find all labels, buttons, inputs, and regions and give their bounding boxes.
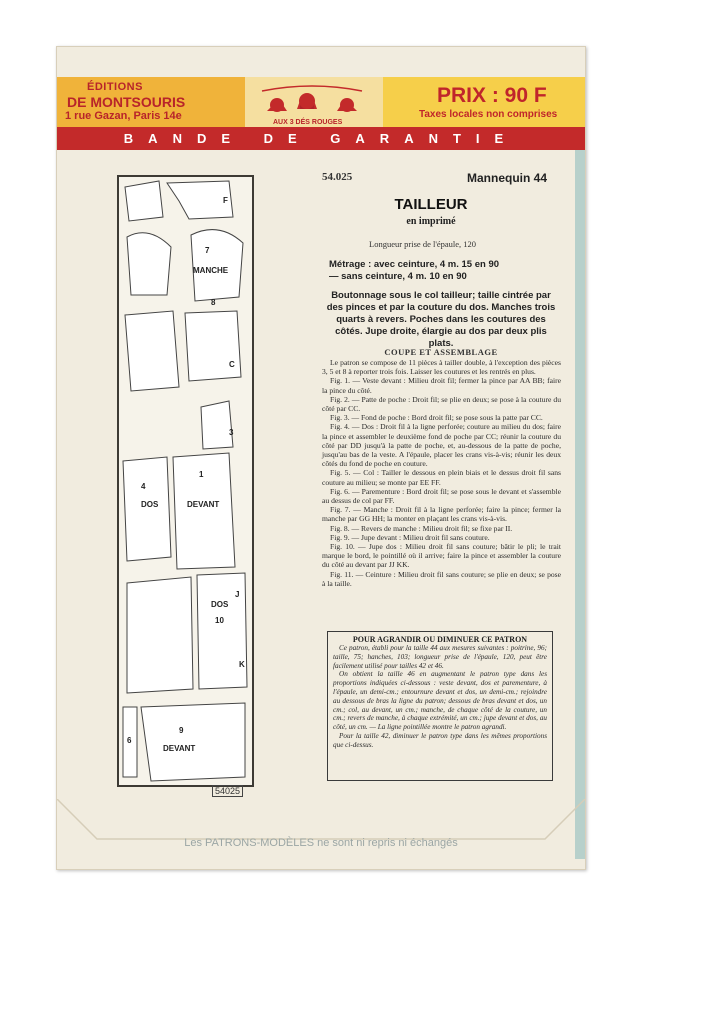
svg-text:DEVANT: DEVANT bbox=[187, 500, 220, 509]
longueur-note: Longueur prise de l'épaule, 120 bbox=[369, 239, 477, 249]
pattern-pieces-svg bbox=[119, 177, 252, 785]
instruction-paragraph: Fig. 4. — Dos : Droit fil à la ligne perforée; couture au milieu du dos; faire la pince et assembler le deuxième fond de poche par CC; réunir la couture du côté par DD jusqu'à la patte de poche, et, au-dessous de la patte de poche, jusqu'au bas de la veste. A l'épaule, placer les crans vis-à-vis; réunir les deux côtés du fond de poche en couture. bbox=[322, 422, 561, 469]
svg-text:4: 4 bbox=[141, 482, 146, 491]
svg-text:DOS: DOS bbox=[141, 500, 159, 509]
teal-edge bbox=[575, 139, 585, 859]
svg-text:F: F bbox=[223, 196, 228, 205]
publisher-line1: ÉDITIONS bbox=[87, 81, 143, 93]
svg-text:9: 9 bbox=[179, 726, 184, 735]
mannequin-size: Mannequin 44 bbox=[467, 171, 548, 185]
pattern-envelope bbox=[56, 46, 586, 870]
svg-text:7: 7 bbox=[205, 246, 210, 255]
instruction-paragraph: Fig. 11. — Ceinture : Milieu droit fil sans couture; se plie en deux; se pose à la taille. bbox=[322, 569, 561, 588]
price-label: PRIX : 90 F bbox=[437, 84, 547, 107]
metrage-avec: Métrage : avec ceinture, 4 m. 15 en 90 bbox=[329, 259, 500, 270]
coupe-instructions bbox=[322, 358, 561, 588]
instruction-paragraph: Fig. 9. — Jupe devant : Milieu droit fil sans couture. bbox=[330, 532, 490, 542]
size-adjust-paragraph: Ce patron, établi pour la taille 44 aux mesures suivantes : poitrine, 96; taille, 75; hanches, 103; longueur prise de l'épaule, 120, peut être facilement utilisé pour tailles 42 et 46. bbox=[333, 644, 547, 670]
instruction-paragraph: Fig. 7. — Manche : Droit fil à la ligne perforée; faire la pince; fermer la manche par GG HH; la monter en plaçant les crans vis-à-vis. bbox=[322, 505, 561, 524]
instruction-paragraph: Fig. 5. — Col : Tailler le dessous en plein biais et le dessus droit fil sans couture au milieu; se monte par EE FF. bbox=[322, 468, 561, 487]
pattern-subtitle: en imprimé bbox=[406, 216, 456, 227]
instruction-paragraph: Fig. 6. — Parementure : Bord droit fil; se pose sous le devant et s'assemble au dessus de col par FF. bbox=[322, 486, 561, 506]
taxes-note: Taxes locales non comprises bbox=[419, 109, 558, 120]
diagram-number: 54025 bbox=[212, 785, 243, 797]
footer-notice: Les PATRONS-MODÈLES ne sont ni repris ni échangés bbox=[184, 837, 458, 849]
metrage-sans: — sans ceinture, 4 m. 10 en 90 bbox=[329, 271, 467, 282]
svg-text:DEVANT: DEVANT bbox=[163, 744, 196, 753]
pattern-ref: 54.025 bbox=[322, 171, 353, 183]
instruction-paragraph: Fig. 10. — Jupe dos : Milieu droit fil sans couture; bâtir le pli; le trait marque le bord, le pointillé où il arrive; faire la pince et assembler la couture du côté au devant par JJ KK. bbox=[322, 542, 561, 570]
instruction-paragraph: Fig. 8. — Revers de manche : Milieu droit fil; se fixe par II. bbox=[330, 523, 513, 533]
logo-caption: AUX 3 DÉS ROUGES bbox=[273, 119, 343, 126]
guarantee-band: BANDE DE GARANTIE bbox=[57, 127, 585, 150]
size-adjust-paragraph: Pour la taille 42, diminuer le patron type dans les mêmes proportions que ci-dessus. bbox=[333, 731, 547, 749]
svg-text:DOS: DOS bbox=[211, 600, 229, 609]
svg-text:K: K bbox=[239, 660, 245, 669]
svg-text:J: J bbox=[235, 590, 240, 599]
instruction-paragraph: Fig. 3. — Fond de poche : Bord droit fil; se pose sous la patte par CC. bbox=[330, 413, 543, 423]
svg-text:10: 10 bbox=[215, 616, 224, 625]
pattern-description: Boutonnage sous le col tailleur; taille cintrée par des pinces et par la couture du dos. Manches trois quarts à revers. Poches dans les coutures des côtés. Jupe droite, élargie au dos par deux plis plats. bbox=[326, 290, 556, 349]
svg-text:6: 6 bbox=[127, 736, 132, 745]
envelope-flap bbox=[57, 799, 585, 869]
instruction-paragraph: Fig. 1. — Veste devant : Milieu droit fil; fermer la pince par AA BB; faire la pince du côté. bbox=[322, 376, 561, 395]
coupe-heading: COUPE ET ASSEMBLAGE bbox=[384, 347, 498, 357]
size-adjust-paragraph: On obtient la taille 46 en augmentant le patron type dans les proportions indiquées ci-dessous : veste devant, dos et parementure, à l'épaule, un demi-cm.; entournure devant et dos, un demi-cm.; rejoindre au dessous de bras la ligne du patron; dessous de bras devant et dos, un cm.; col, au devant, un cm.; manche, de chaque côté de la couture, un cm.; revers de manche, à chaque extrémité, un cm.; jupe devant et dos, au côté, un cm. — La ligne pointillée montre le patron agrandi. bbox=[333, 670, 547, 732]
publisher-line2: DE MONTSOURIS bbox=[67, 94, 186, 110]
instruction-paragraph: Le patron se compose de 11 pièces à tailler double, à l'exception des pièces 3, 5 et 8 à reporter trois fois. Laisser les coutures et les rentrés en plus. bbox=[322, 358, 561, 377]
svg-text:3: 3 bbox=[229, 428, 234, 437]
size-adjust-heading: POUR AGRANDIR OU DIMINUER CE PATRON bbox=[352, 635, 528, 644]
diagram-label-manche: MANCHE bbox=[193, 266, 229, 275]
svg-text:8: 8 bbox=[211, 298, 216, 307]
pattern-layout-diagram bbox=[117, 175, 254, 787]
pattern-title: TAILLEUR bbox=[394, 196, 468, 213]
svg-text:C: C bbox=[229, 360, 235, 369]
instruction-paragraph: Fig. 2. — Patte de poche : Droit fil; se plie en deux; se pose à la couture du côté par CC. bbox=[322, 394, 561, 414]
publisher-address: 1 rue Gazan, Paris 14e bbox=[65, 110, 182, 122]
svg-text:1: 1 bbox=[199, 470, 204, 479]
size-adjust-box bbox=[327, 631, 553, 781]
